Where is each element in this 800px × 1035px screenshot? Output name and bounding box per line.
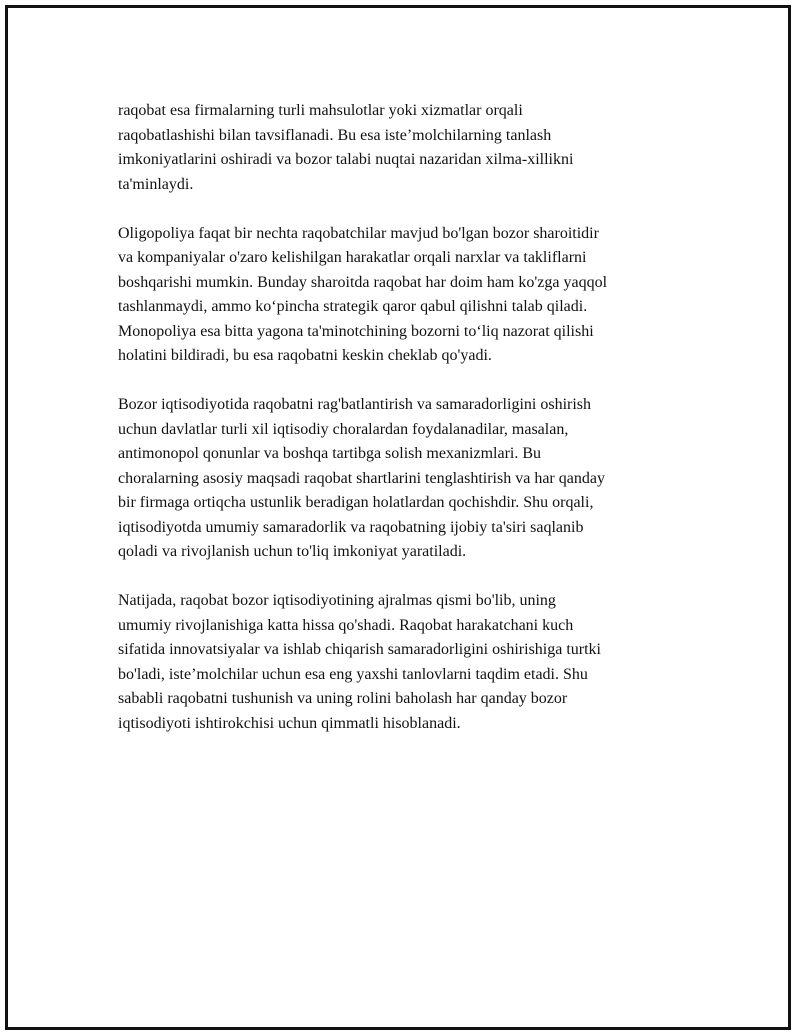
paragraph-4: Natijada, raqobat bozor iqtisodiyotining ajralmas qismi bo'lib, uning umumiy rivojlanishiga katta hissa qo'shadi. Raqobat harakatchani kuch sifatida innovatsiyalar va ishlab chiqarish samaradorligini oshirishiga turtki bo'ladi, iste’molchilar uchun esa eng yaxshi tanlovlarni taqdim etadi. Shu sababli raqobatni tushunish va uning rolini baholash har qanday bozor iqtisodiyoti ishtirokchisi uchun qimmatli hisoblanadi. xyxy=(118,592,601,732)
document-body xyxy=(118,99,718,761)
paragraph-2: Oligopoliya faqat bir nechta raqobatchilar mavjud bo'lgan bozor sharoitidir va kompaniyalar o'zaro kelishilgan harakatlar orqali narxlar va takliflarni boshqarishi mumkin. Bunday sharoitda raqobat har doim ham ko'zga yaqqol tashlanmaydi, ammo ko‘pincha strategik qaror qabul qilishni talab qiladi. Monopoliya esa bitta yagona ta'minotchining bozorni to‘liq nazorat qilishi holatini bildiradi, bu esa raqobatni keskin cheklab qo'yadi. xyxy=(118,224,608,364)
paragraph-1: raqobat esa firmalarning turli mahsulotlar yoki xizmatlar orqali raqobatlashishi bilan tavsiflanadi. Bu esa iste’molchilarning tanlash imkoniyatlarini oshiradi va bozor talabi nuqtai nazaridan xilma-xillikni ta'minlaydi. xyxy=(118,102,574,193)
paragraph-3: Bozor iqtisodiyotida raqobatni rag'batlantirish va samaradorligini oshirish uchun davlatlar turli xil iqtisodiy choralardan foydalanadilar, masalan, antimonopol qonunlar va boshqa tartibga solish mexanizmlari. Bu choralarning asosiy maqsadi raqobat shartlarini tenglashtirish va har qanday bir firmaga ortiqcha ustunlik beradigan holatlardan qochishdir. Shu orqali, iqtisodiyotda umumiy samaradorlik va raqobatning ijobiy ta'siri saqlanib qoladi va rivojlanish uchun to'liq imkoniyat yaratiladi. xyxy=(118,396,605,560)
page-border xyxy=(5,5,791,1030)
